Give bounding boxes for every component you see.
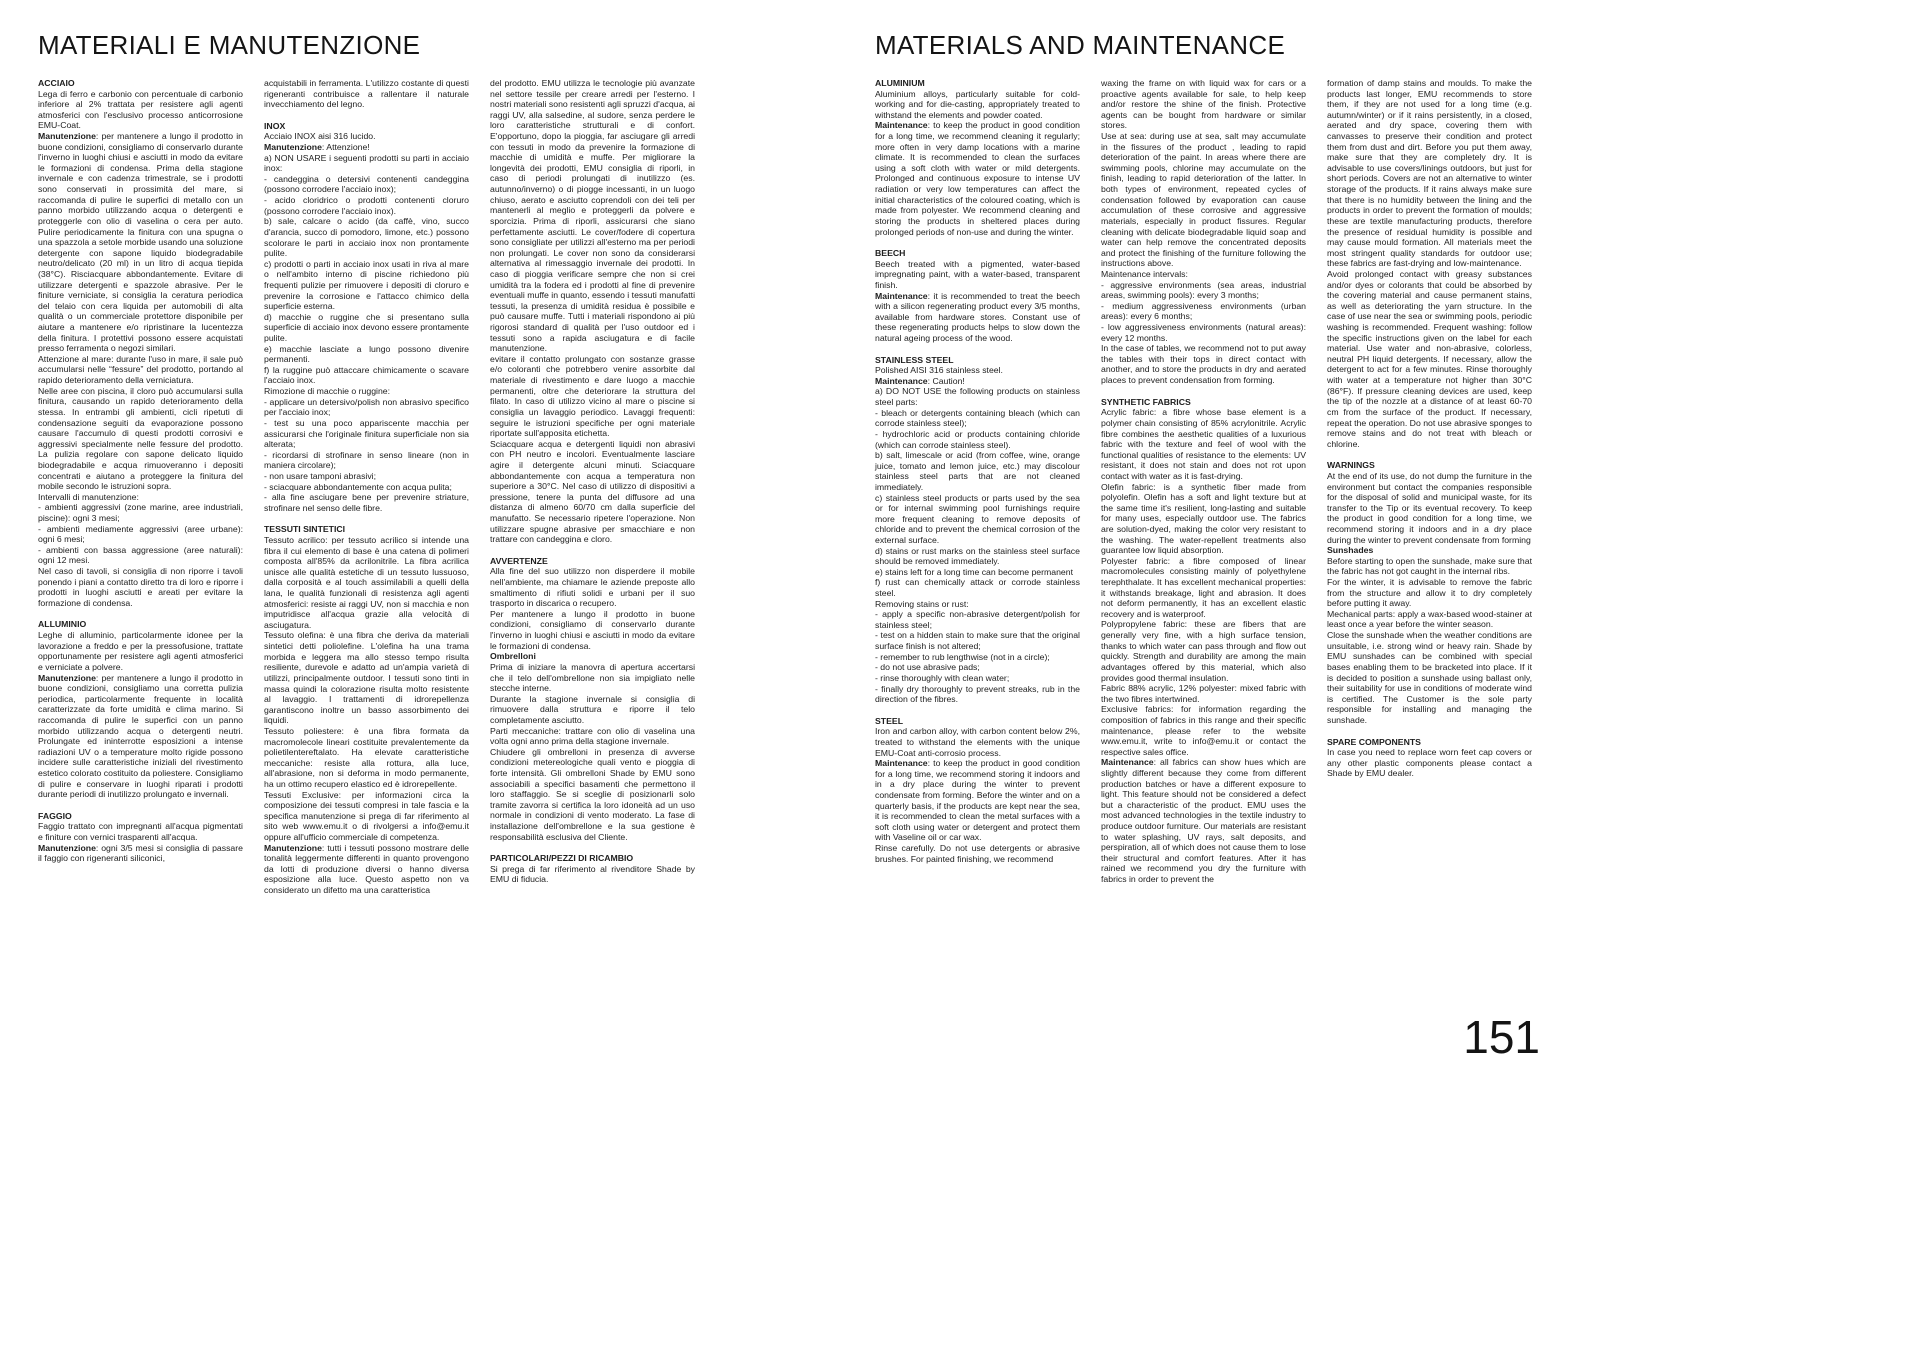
section-heading: WARNINGS (1327, 460, 1375, 471)
section-heading: STEEL (875, 715, 903, 726)
section-heading: AVVERTENZE (490, 555, 548, 566)
body-paragraph: Alla fine del suo utilizzo non disperdere il mobile nell'ambiente, ma chiamare le aziende preposte allo smaltimento di rifiuti solidi e urbani per il suo trasporto in discarica o recupero. (490, 566, 695, 609)
body-paragraph: Si prega di far riferimento al rivenditore Shade by EMU di fiducia. (490, 863, 695, 885)
section-heading: ACCIAIO (38, 78, 75, 88)
columns-italian (38, 78, 696, 896)
text-column (1327, 78, 1532, 779)
bold-lead: Manutenzione (264, 842, 322, 853)
body-paragraph: - acido cloridrico o prodotti contenenti cloruro (possono corrodere l'acciaio inox). (264, 195, 469, 216)
body-paragraph: - ambienti con bassa aggressione (aree naturali): ogni 12 mesi. (38, 544, 243, 566)
body-paragraph: Tessuti Exclusive: per informazioni circa la composizione dei tessuti compresi in tale fascia e la specifica manutenzione si prega di far riferimento al sito web www.emu.it o di rivolgersi a info@emu.it oppure all'ufficio commerciale di competenza. (264, 789, 469, 843)
body-paragraph: - do not use abrasive pads; (875, 662, 980, 673)
bold-lead: Manutenzione (38, 131, 96, 142)
body-paragraph: Maintenance intervals: (1101, 268, 1188, 279)
section-italian (38, 30, 696, 896)
body-paragraph: Aluminium alloys, particularly suitable for cold-working and for die-casting, appropriately treated to withstand the elements and powder coated. (875, 88, 1080, 120)
body-paragraph: Acrylic fabric: a fibre whose base element is a polymer chain consisting of 85% acrylonitrile. Acrylic fibre combines the aesthetic qualities of a luxurious fabric with the texture and feel of wool with the functional qualities of resistance to the elements: UV resistant, it does not stain and does not rot upon contact with water as it is fast-drying. (1101, 407, 1306, 481)
bold-lead: Manutenzione (38, 842, 96, 853)
body-paragraph: Use at sea: during use at sea, salt may accumulate in the fissures of the product , leading to rapid deterioration of the paint. In areas where there are swimming pools, chlorine may accumulate on the finish, leading to rapid deterioration of the latter. In both types of environment, repeated cycles of condensation followed by evaporation can cause accumulation of these corrosive and aggressive materials, especially in product fissures. Regular cleaning with delicate biodegradable liquid soap and water can help remove the concentrated deposits and protect the finishing of the furniture following the instructions above. (1101, 131, 1306, 269)
bold-lead: Maintenance (875, 758, 928, 769)
section-heading: ALLUMINIO (38, 619, 87, 630)
section-heading: INOX (264, 120, 286, 131)
columns-english (875, 78, 1533, 885)
body-paragraph: Chiudere gli ombrelloni in presenza di avverse condizioni metereologiche quali vento e pioggia di forte intensità. Gli ombrelloni Shade by EMU sono associabili a specifici basamenti che permettono il loro staffaggio. Se si sceglie di posizionarli solo tramite zavorra si certifica la loro idoneità ad un uso normale in condizioni di vento moderato. La fase di installazione dell'ombrellone e la sua gestione è responsabilità esclusiva del Cliente. (490, 746, 695, 842)
section-heading: PARTICOLARI/PEZZI DI RICAMBIO (490, 853, 634, 864)
body-paragraph: Manutenzione: Attenzione! (264, 142, 370, 153)
body-paragraph: Attenzione al mare: durante l'uso in mare, il sale può accumularsi nelle “fessure” del prodotto, portando al rapido deterioramento della verniciatura. (38, 353, 243, 386)
body-paragraph: - remember to rub lengthwise (not in a circle); (875, 651, 1050, 662)
body-paragraph: a) DO NOT USE the following products on stainless steel parts: (875, 386, 1080, 408)
body-paragraph: d) stains or rust marks on the stainless steel surface should be removed immediately. (875, 545, 1080, 567)
body-paragraph: - aggressive environments (sea areas, industrial areas, swimming pools): every 3 months; (1101, 279, 1306, 301)
body-paragraph: Lega di ferro e carbonio con percentuale di carbonio inferiore al 2% trattata per resistere agli agenti atmosferici con l'esclusivo processo anticorrosione EMU-Coat. (38, 88, 243, 131)
body-paragraph: Avoid prolonged contact with greasy substances and/or dyes or colorants that could be absorbed by the covering material and cause permanent stains, as well as deteriorating the yarn structure. In the case of use near the sea or swimming pools, periodic washing is recommended. Frequent washing: follow the specific instructions given on the label for each material. Use water and non-abrasive, colorless, neutral PH liquid detergents. If necessary, allow the detergent to act for a few minutes. Rinse thoroughly with water at a temperature not higher than 30°C (86°F). If pressure cleaning devices are used, keep the tip of the nozzle at a distance of at least 60-70 cm from the surface of the product. If necessary, repeat the operation. Do not use abrasive sponges to remove stains and do not treat with bleach or chlorine. (1327, 268, 1532, 449)
body-paragraph: Maintenance: to keep the product in good condition for a long time, we recommend storing it indoors and in a dry place during the winter to prevent condensate from forming. Before the winter and on a quarterly basis, if the products are kept near the sea, it is recommended to clean the metal surfaces with a soft cloth using water or detergent and protect them with Vaseline oil or car wax. (875, 758, 1080, 843)
body-paragraph: Faggio trattato con impregnanti all'acqua pigmentati e finiture con vernici trasparenti all'acqua. (38, 821, 243, 843)
body-paragraph: In the case of tables, we recommend not to put away the tables with their tops in direct contact with another, and to store the products in dry and aerated places to prevent condensation from forming. (1101, 343, 1306, 386)
body-paragraph: - ricordarsi di strofinare in senso lineare (non in maniera circolare); (264, 449, 469, 471)
body-paragraph: Intervalli di manutenzione: (38, 491, 139, 502)
body-paragraph: formation of damp stains and moulds. To make the products last longer, EMU recommends to store them, if they are not used for a long time (e.g. autumn/winter) or if it rains persistently, in a closed, aerated and dry space, covering them with canvasses to preserve their condition and protect them from dust and dirt. Before you put them away, make sure that they are completely dry. It is advisable to use covers/linings outdoors, but just for short periods. Covers are not an alternative to winter storage of the products. If it rains always make sure that there is no humidity between the lining and the products in order to prevent the formation of moulds; these are textile manufacturing products, therefore the presence of residual humidity is possible and may cause mould formation. All materials meet the most stringent quality standards for outdoor use; these fabrics are fast-drying and low-maintenance. (1327, 78, 1532, 269)
body-paragraph: Parti meccaniche: trattare con olio di vaselina una volta ogni anno prima della stagione invernale. (490, 725, 695, 747)
body-paragraph: Maintenance: Caution! (875, 375, 965, 386)
bold-lead: Manutenzione (264, 142, 322, 153)
body-paragraph: Iron and carbon alloy, with carbon content below 2%, treated to withstand the elements with the unique EMU-Coat anti-corrosio process. (875, 726, 1080, 758)
body-paragraph: Rinse carefully. Do not use detergents or abrasive brushes. For painted finishing, we recommend (875, 843, 1080, 864)
body-paragraph: Polypropylene fabric: these are fibers that are generally very fine, with a high surface tension, thanks to which water can pass through and flow out quickly. Strength and durability are among the main advantages offered by this material, which also provides good thermal insulation. (1101, 619, 1306, 683)
body-paragraph: e) stains left for a long time can become permanent (875, 566, 1073, 577)
body-paragraph: f) rust can chemically attack or corrode stainless steel. (875, 577, 1080, 599)
text-column (875, 78, 1080, 864)
bold-lead: Maintenance (875, 375, 928, 386)
body-paragraph: - test su una poco appariscente macchia per assicurarsi che l'originale finitura superficiale non sia alterata; (264, 417, 469, 450)
section-english (875, 30, 1533, 885)
body-paragraph: Manutenzione: tutti i tessuti possono mostrare delle tonalità leggermente differenti in quanto provengono da lotti di produzione diversi o hanno diversa esposizione alla luce. Questo aspetto non va considerato un difetto ma una caratteristica (264, 842, 469, 896)
body-paragraph: Fabric 88% acrylic, 12% polyester: mixed fabric with the two fibres intertwined. (1101, 683, 1306, 704)
body-paragraph: Before starting to open the sunshade, make sure that the fabric has not got caught in the internal ribs. (1327, 555, 1532, 577)
body-paragraph: f) la ruggine può attaccare chimicamente o scavare l'acciaio inox. (264, 364, 469, 386)
section-heading: SPARE COMPONENTS (1327, 736, 1421, 747)
bold-lead: Maintenance (1101, 757, 1154, 768)
body-paragraph: - applicare un detersivo/polish non abrasivo specifico per l'acciaio inox; (264, 396, 469, 418)
section-heading: TESSUTI SINTETICI (264, 524, 346, 535)
body-paragraph: - candeggina o detersivi contenenti candeggina (possono corrodere l'acciaio inox); (264, 173, 469, 195)
text-column (264, 78, 469, 896)
body-paragraph: Maintenance: to keep the product in good condition for a long time, we recommend cleaning it regularly; more often in very damp locations with a marine climate. It is recommended to clean the surfaces using a soft cloth with water or mild detergents. Prolonged and continuous exposure to intense UV radiation or very low temperatures can affect the initial characteristics of the coloured coating, which is made from polyester. We recommend cleaning and storing the products in sheltered places during prolonged periods of non-use and during the winter. (875, 120, 1080, 237)
bold-lead: Maintenance (875, 290, 928, 301)
body-paragraph: Beech treated with a pigmented, water-based impregnating paint, with a water-based, transparent finish. (875, 258, 1080, 290)
body-paragraph: Per mantenere a lungo il prodotto in buone condizioni, consigliamo di conservarlo durante l'inverno in luoghi chiusi e asciutti in modo da evitare le formazioni di condensa. (490, 608, 695, 651)
body-paragraph: In case you need to replace worn feet cap covers or any other plastic components please contact a Shade by EMU dealer. (1327, 747, 1532, 779)
body-paragraph: d) macchie o ruggine che si presentano sulla superficie di acciaio inox devono essere prontamente pulite. (264, 311, 469, 344)
body-paragraph: Prima di iniziare la manovra di apertura accertarsi che il telo dell'ombrellone non sia impigliato nelle stecche interne. (490, 661, 695, 694)
body-paragraph: Manutenzione: per mantenere a lungo il prodotto in buone condizioni, consigliamo di conservarlo durante l'inverno in luoghi chiusi e asciutti in modo da evitare le formazioni di condensa. Prima della stagione invernale e con cadenza trimestrale, se i prodotti sono conservati in prossimità del mare, si raccomanda di pulire le superfici di metallo con un panno morbido utilizzando acqua o detergenti e proteggerle con olio di vaselina o cera per auto. Pulire periodicamente la finitura con una spugna o una spazzola a setole morbide usando una soluzione detergente con sapone liquido biodegradabile neutro/delicato (20 ml) in un litro di acqua tiepida (38°C). Risciacquare abbondantemente. Evitare di utilizzare detergenti e spazzole abrasive. Per le finiture verniciate, si consiglia la ceratura periodica del telaio con cera liquida per automobili di alta qualità o un commerciale protettore disponibile per aiutare a mantenere e/o ripristinare la lucentezza della finitura. I protettivi possono essere acquistati presso ferramenta o negozi similari. (38, 131, 243, 354)
body-paragraph: - apply a specific non-abrasive detergent/polish for stainless steel; (875, 609, 1080, 630)
body-paragraph: a) NON USARE i seguenti prodotti su parti in acciaio inox: (264, 152, 469, 174)
body-paragraph: Tessuto poliestere: è una fibra formata da macromolecole lineari costituite prevalentemente da polietilentereftalato. Ha elevate caratteristiche meccaniche: resiste alla rottura, alla luce, all'abrasione, non si deforma in modo permanente, ha un ottimo recupero elastico ed è idrorepellente. (264, 725, 469, 789)
sub-heading: Ombrelloni (490, 651, 536, 662)
body-paragraph: Maintenance: all fabrics can show hues which are slightly different because they come from different production batches or have a different exposure to light. This feature should not be considered a defect but a characteristic of the product. EMU uses the most advanced technologies in the textile industry to produce outdoor furniture. Our materials are resistant to water splashing, UV rays, salt deposits, and perspiration, all of which does not cause them to lose their structural and comfort features. After it has rained we recommend you dry the furniture with fabrics in order to prevent the (1101, 757, 1306, 885)
body-paragraph: - hydrochloric acid or products containing chloride (which can corrode stainless steel). (875, 428, 1080, 450)
body-paragraph: Exclusive fabrics: for information regarding the composition of fabrics in this range and their specific maintenance, please refer to the website www.emu.it, write to info@emu.it or contact the respective sales office. (1101, 704, 1306, 757)
text-column (38, 78, 243, 864)
page-number: 151 (1463, 1011, 1540, 1063)
body-paragraph: - finally dry thoroughly to prevent streaks, rub in the direction of the fibres. (875, 683, 1080, 705)
section-heading: ALUMINIUM (875, 78, 925, 88)
body-paragraph: - sciacquare abbondantemente con acqua pulita; (264, 481, 452, 492)
text-column (1101, 78, 1306, 885)
body-paragraph: Removing stains or rust: (875, 598, 969, 609)
body-paragraph: Nel caso di tavoli, si consiglia di non riporre i tavoli ponendo i piani a contatto diretto tra di loro e riporre i prodotti in luoghi asciutti e areati per evitare la formazione di condensa. (38, 566, 243, 608)
body-paragraph: Polished AISI 316 stainless steel. (875, 365, 1003, 376)
sub-heading: Sunshades (1327, 545, 1374, 556)
body-paragraph: waxing the frame on with liquid wax for cars or a proactive agents available for sale, to help keep and/or restore the shine of the finish. Protective agents can be bought from hardware or similar stores. (1101, 78, 1306, 131)
body-paragraph: b) sale, calcare o acido (da caffè, vino, succo d'arancia, succo di pomodoro, limone, etc.) possono scolorare le parti in acciaio inox non prontamente pulite. (264, 216, 469, 259)
body-paragraph: Polyester fabric: a fibre composed of linear macromolecules consisting mainly of polyethylene terephthalate. It has excellent mechanical properties: it withstands breakage, light and abrasion. It does not deform permanently, it has an excellent elastic recovery and is waterproof. (1101, 555, 1306, 619)
body-paragraph: Nelle aree con piscina, il cloro può accumularsi sulla finitura, causando un rapido deterioramento della stessa. In entrambi gli ambienti, cicli ripetuti di condensazione seguiti da evaporazione possono causare l'accumulo di questi prodotti corrosivi e aggressivi specialmente nelle fessure del prodotto. La pulizia regolare con sapone delicato liquido biodegradabile e acqua rimuoveranno i depositi concentrati e aiutano a proteggere la finitura del mobile secondo le istruzioni sopra. (38, 385, 243, 492)
section-heading: SYNTHETIC FABRICS (1101, 396, 1191, 407)
body-paragraph: At the end of its use, do not dump the furniture in the environment but contact the companies responsible for the disposal of solid and municipal waste, for its transfer to the Tip or its eventual recovery. To keep the product in good condition for a long time, we recommend storing it indoors and in a dry place during the winter to prevent condensate from forming (1327, 470, 1532, 545)
page-title-english: MATERIALS AND MAINTENANCE (875, 30, 1286, 60)
body-paragraph: Durante la stagione invernale si consiglia di rimuovere dalla struttura e riporre il telo completamente asciutto. (490, 693, 695, 725)
body-paragraph: c) prodotti o parti in acciaio inox usati in riva al mare o nell'ambito interno di piscine richiedono più frequenti pulizie per rimuovere i depositi di cloruro e prevenire la corrosione e l'attacco chimico della superficie esterna. (264, 258, 469, 312)
body-paragraph: c) stainless steel products or parts used by the sea or for internal swimming pool furnishings require more frequent cleaning to remove deposits of chloride and to prevent the chemical corrosion of the external surface. (875, 492, 1080, 545)
body-paragraph: - non usare tamponi abrasivi; (264, 470, 377, 481)
body-paragraph: Tessuto olefina: è una fibra che deriva da materiali sintetici detti poliolefine. L'olefina ha una trama morbida e leggera ma allo stesso tempo risulta resiliente, durevole e adatto ad un'ampia varietà di utilizzi, principalmente outdoor. I tessuti sono tinti in massa quindi la colorazione risulta molto resistente al lavaggio. I trattamenti di idrorepellenza garantiscono inoltre un basso assorbimento dei liquidi. (264, 630, 469, 726)
body-paragraph: - test on a hidden stain to make sure that the original surface finish is not altered; (875, 630, 1080, 652)
body-paragraph: - medium aggressiveness environments (urban areas): every 6 months; (1101, 300, 1306, 322)
body-paragraph: - low aggressiveness environments (natural areas): every 12 months. (1101, 322, 1306, 343)
section-heading: STAINLESS STEEL (875, 354, 954, 365)
body-paragraph: - rinse thoroughly with clean water; (875, 672, 1010, 683)
body-paragraph: e) macchie lasciate a lungo possono divenire permanenti. (264, 343, 469, 365)
section-heading: FAGGIO (38, 810, 72, 821)
bold-lead: Maintenance (875, 120, 928, 131)
body-paragraph: Manutenzione: ogni 3/5 mesi si consiglia di passare il faggio con rigeneranti siliconici, (38, 842, 243, 864)
body-paragraph: - ambienti mediamente aggressivi (aree urbane): ogni 6 mesi; (38, 523, 243, 545)
body-paragraph: For the winter, it is advisable to remove the fabric from the structure and allow it to dry completely before putting it away. (1327, 577, 1532, 609)
body-paragraph: - alla fine asciugare bene per prevenire striature, strofinare nel senso delle fibre. (264, 492, 469, 513)
bold-lead: Manutenzione (38, 672, 96, 683)
body-paragraph: Rimozione di macchie o ruggine: (264, 386, 391, 397)
body-paragraph: Acciaio INOX aisi 316 lucido. (264, 131, 376, 142)
body-paragraph: Tessuto acrilico: per tessuto acrilico si intende una fibra il cui elemento di base è una catena di polimeri composta all'85% da acrilonitrile. La fibra acrilica unisce alle qualità estetiche di un tessuto lussuoso, dalla corposità e al touch assimilabili a quelli della lana, le qualità funzionali di resistenza agli agenti atmosferici: resiste ai raggi UV, non si macchia e non imputridisce all'acqua grazie alla velocità di asciugatura. (264, 534, 469, 630)
body-paragraph: - ambienti aggressivi (zone marine, aree industriali, piscine): ogni 3 mesi; (38, 502, 243, 523)
body-paragraph: b) salt, limescale or acid (from coffee, wine, orange juice, tomato and lemon juice, etc.) may discolour stainless steel parts that are not cleaned immediately. (875, 450, 1080, 492)
text-column (490, 78, 695, 885)
page-title-italian: MATERIALI E MANUTENZIONE (38, 30, 421, 60)
body-paragraph: Maintenance: it is recommended to treat the beech with a silicon regenerating product every 3/5 months, available from hardware stores. Constant use of these regenerating products helps to slow down the natural ageing process of the wood. (875, 290, 1080, 344)
body-paragraph: Olefin fabric: is a synthetic fiber made from polyolefin. Olefin has a soft and light texture but at the same time it's resilient, long-lasting and suitable for many uses, especially outdoor use. The fabrics are solution-dyed, making the color very resistant to the washing. The water-repellent treatments also guarantee low liquid absorption. (1101, 481, 1306, 556)
body-paragraph: Mechanical parts: apply a wax-based wood-stainer at least once a year before the winter season. (1327, 608, 1532, 630)
body-paragraph: Close the sunshade when the weather conditions are unsuitable, i.e. strong wind or heavy rain. Shade by EMU sunshades can be combined with special bases enabling them to be bracketed into place. If it is decided to position a sunshade using ballast only, their suitability for use in conditions of moderate wind is certified. The Customer is the sole party responsible for installing and managing the sunshade. (1327, 630, 1532, 725)
body-paragraph: del prodotto. EMU utilizza le tecnologie più avanzate nel settore tessile per creare arredi per l'esterno. I nostri materiali sono resistenti agli spruzzi d'acqua, ai raggi UV, alla salsedine, al sudore, senza perdere le loro caratteristiche strutturali e di confort. E'opportuno, dopo la pioggia, far asciugare gli arredi con tessuti in modo da prevenire la formazione di macchie di umidità e muffe. Per migliorare la longevità dei prodotti, EMU consiglia di riporli, in caso di periodi prolungati di inutilizzo (es. autunno/inverno) o di piogge incessanti, in un luogo chiuso, aerato e asciutto coprendoli con dei teli per mantenerli al meglio e proteggerli da polvere e sporcizia. Prima di riporli, assicurarsi che siano perfettamente asciutti. Le cover/fodere di copertura sono consigliate per utilizzi all'esterno ma per periodi non prolungati. Le cover non sono da considerarsi alternativa al rimessaggio invernale dei prodotti. In caso di pioggia verificare sempre che non si crei umidità tra la fodera ed i prodotti al fine di prevenire eventuali muffe in quanto, essendo i tessuti manufatti tessuti, la presenza di umidità residua è possibile e può causare muffe. Tutti i materiali rispondono ai più rigorosi standard di qualità per l'uso outdoor ed i tessuti sono a rapida asciugatura e di facile manutenzione. (490, 78, 695, 354)
body-paragraph: acquistabili in ferramenta. L'utilizzo costante di questi rigeneranti contribuisce a rallentare il naturale invecchiamento del legno. (264, 78, 469, 110)
body-paragraph: evitare il contatto prolungato con sostanze grasse e/o coloranti che potrebbero venire assorbite dal materiale di rivestimento e dare luogo a macchie permanenti, oltre che deteriorare la struttura del filato. In caso di utilizzo vicino al mare o piscine si consiglia un lavaggio periodico. Lavaggi frequenti: seguire le istruzioni specifiche per ogni materiale riportate sull'apposita etichetta. (490, 353, 695, 439)
body-paragraph: Manutenzione: per mantenere a lungo il prodotto in buone condizioni, consigliamo una corretta pulizia periodica, particolarmente frequente in località caratterizzate da forte umidità e clima marino. Si raccomanda di pulire le superfici con un panno morbido utilizzando acqua o detergenti neutri. Prolungate ed ininterrotte esposizioni a intense radiazioni UV o a temperature molto rigide possono incidere sulle caratteristiche iniziali del rivestimento estetico colorato costituito da poliestere. Consigliamo di pulire e conservare in luoghi riparati i prodotti durante periodi di inutilizzo prolungato e invernali. (38, 672, 243, 800)
body-paragraph: Leghe di alluminio, particolarmente idonee per la lavorazione a freddo e per la pressofusione, trattate opportunamente per resistere agli agenti atmosferici e verniciate a polvere. (38, 630, 243, 672)
body-paragraph: - bleach or detergents containing bleach (which can corrode stainless steel); (875, 407, 1080, 429)
section-heading: BEECH (875, 248, 906, 259)
body-paragraph: Sciacquare acqua e detergenti liquidi non abrasivi con PH neutro e incolori. Eventualmente lasciare agire il detergente alcuni minuti. Sciacquare abbondantemente con acqua a temperatura non superiore a 30°C. Nel caso di utilizzo di dispositivi a pressione, tenere la punta del diffusore ad una distanza di almeno 60/70 cm dalla superficie del manufatto. Se necessario ripetere l'operazione. Non utilizzare spugne abrasive per smacchiare e non trattare con candeggina e cloro. (490, 438, 695, 545)
